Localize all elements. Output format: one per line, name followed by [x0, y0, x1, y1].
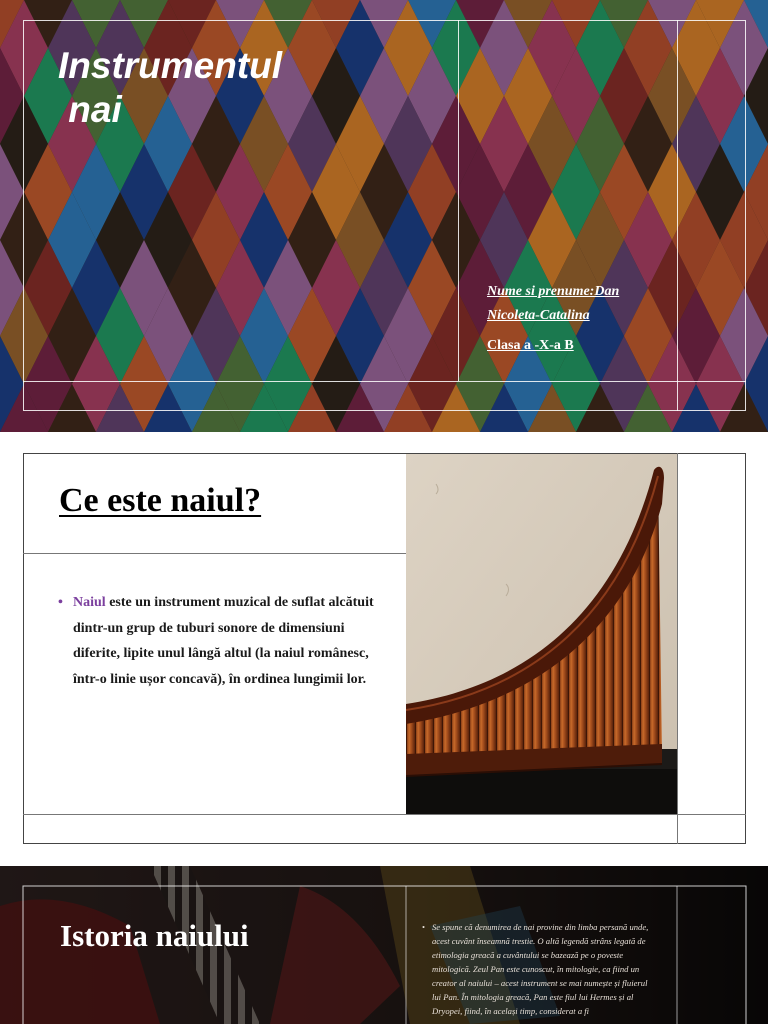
- title-line-2: nai: [58, 89, 122, 130]
- history-slide: [0, 866, 768, 1024]
- bottom-divider: [23, 814, 746, 815]
- slide-title: Istoria naiului: [60, 918, 249, 953]
- title-slide: [0, 0, 768, 432]
- definition-bullet: [58, 590, 378, 692]
- presentation-title: [58, 44, 282, 132]
- author-name: Nume si prenume:Dan Nicoleta-Catalina: [487, 284, 620, 323]
- bullet-icon: •: [422, 922, 426, 932]
- class-label: Clasa a -X-a B: [487, 338, 574, 353]
- history-bullet: [422, 920, 654, 1018]
- frame-divider-horizontal: [23, 381, 746, 382]
- pan-flute-photo: [406, 454, 677, 814]
- frame-divider-vertical: [458, 20, 459, 381]
- title-divider: [23, 553, 406, 554]
- title-line-1: Instrumentul: [58, 45, 283, 86]
- frame-divider-vertical-right: [677, 20, 678, 411]
- bullet-icon: •: [58, 595, 63, 610]
- right-divider: [677, 453, 678, 844]
- definition-slide: [0, 432, 768, 866]
- definition-text: este un instrument muzical de suflat alcătuit dintr-un grup de tuburi sonore de dimensiuni diferite, lipite unul lângă altul (la naiul românesc, într-o linie ușor concavă), în ordinea lungimii lor.: [73, 595, 374, 687]
- history-text: Se spune că denumirea de nai provine din limba persană unde, acest cuvânt înseamnă trestie. O altă legendă strâns legată de etimologia greacă a cuvântului se bazează pe o poveste mitologică. Zeul Pan este cunoscut, în mitologie, ca fiind un creator al naiului – acest instrument se mai numește și fluierul lui Pan. În mitologia greacă, Pan este fiul lui Hermes și al Dryopei, fiind, în același timp, considerat a fi: [432, 922, 649, 1016]
- keyword-naiul: Naiul: [73, 595, 106, 610]
- slide-title: Ce este naiul?: [59, 482, 262, 519]
